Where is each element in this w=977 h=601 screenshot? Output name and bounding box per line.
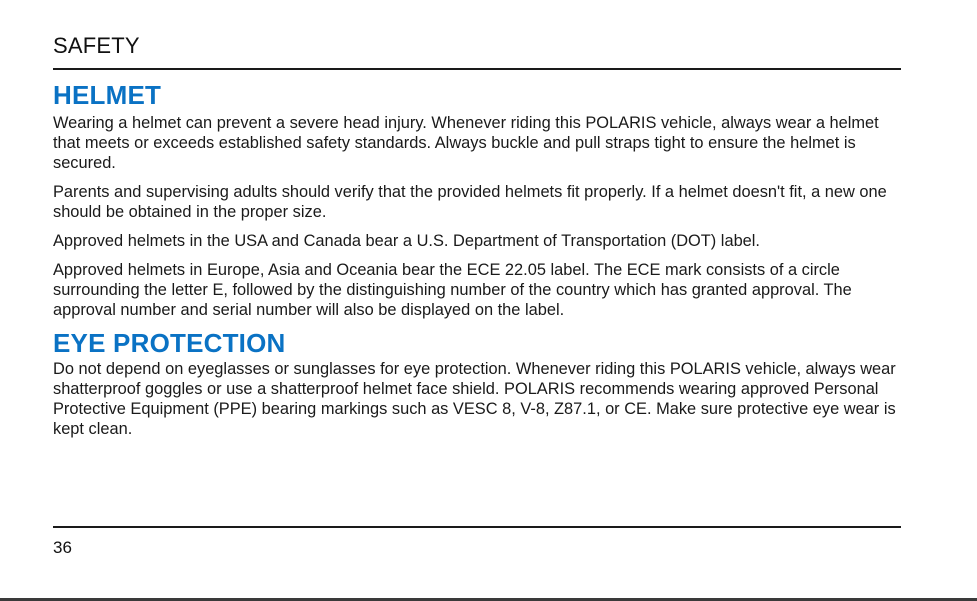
section-heading-helmet: HELMET	[53, 80, 162, 110]
section-heading-eye-protection: EYE PROTECTION	[53, 328, 286, 358]
section-eye-protection	[53, 328, 901, 439]
header-rule	[53, 68, 901, 70]
paragraph: Approved helmets in Europe, Asia and Oceania bear the ECE 22.05 label. The ECE mark consists of a circle surrounding the letter E, followed by the distinguishing number of the country which has granted approval. The approval number and serial number will also be displayed on the label.	[53, 261, 852, 319]
paragraph: Approved helmets in the USA and Canada bear a U.S. Department of Transportation (DOT) label.	[53, 232, 760, 250]
running-head: SAFETY	[53, 33, 140, 58]
section-helmet	[53, 80, 901, 320]
paragraph: Parents and supervising adults should verify that the provided helmets fit properly. If a helmet doesn't fit, a new one should be obtained in the proper size.	[53, 183, 887, 221]
paragraph: Do not depend on eyeglasses or sunglasses for eye protection. Whenever riding this POLARIS vehicle, always wear shatterproof goggles or use a shatterproof helmet face shield. POLARIS recommends wearing approved Personal Protective Equipment (PPE) bearing markings such as VESC 8, V-8, Z87.1, or CE. Make sure protective eye wear is kept clean.	[53, 360, 896, 438]
page-content	[53, 80, 901, 439]
page-number: 36	[53, 538, 72, 557]
footer-rule	[53, 526, 901, 528]
paragraph: Wearing a helmet can prevent a severe head injury. Whenever riding this POLARIS vehicle, always wear a helmet that meets or exceeds established safety standards. Always buckle and pull straps tight to ensure the helmet is secured.	[53, 114, 879, 172]
